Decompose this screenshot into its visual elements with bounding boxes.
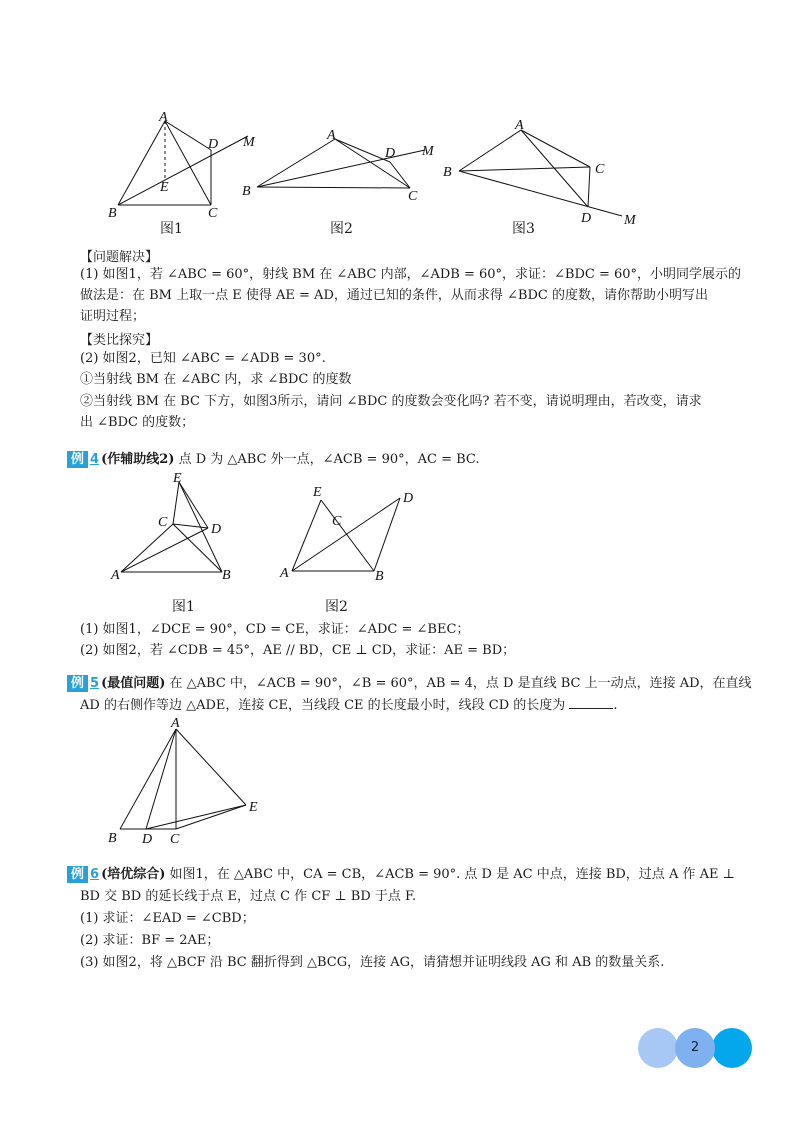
question-1-line-3: 证明过程； [80, 309, 146, 324]
example-6-stem-line-1 [67, 866, 735, 883]
question-2-line-4: 出 ∠BDC 的度数； [80, 415, 195, 430]
point-a-label: A [159, 110, 168, 125]
example-label: 例 [67, 866, 88, 883]
example-4-figure-1 [105, 470, 245, 585]
point-e-label: E [313, 485, 322, 500]
question-2-line-2: ①当射线 BM 在 ∠ABC 内，求 ∠BDC 的度数 [80, 372, 352, 387]
figure-1-caption: 图1 [160, 221, 183, 237]
point-c-label: C [208, 206, 218, 221]
example-4-question-1: (1) 如图1，∠DCE = 90°，CD = CE，求证：∠ADC = ∠BEC； [80, 622, 470, 637]
example-6-question-1: (1) 求证：∠EAD = ∠CBD； [80, 911, 255, 926]
point-d-label: D [142, 832, 153, 847]
example-stem-text: 如图1，在 △ABC 中，CA = CB，∠ACB = 90°. 点 D 是 AC 中点，连接 BD，过点 A 作 AE ⊥ [169, 867, 735, 882]
example-stem-text: 在 △ABC 中，∠ACB = 90°，∠B = 60°，AB = 4，点 D 是直线 BC 上一动点，连接 AD，在直线 [169, 676, 752, 691]
point-b-label: B [108, 831, 117, 846]
question-1-line-2: 做法是：在 BM 上取一点 E 使得 AE = AD，通过已知的条件，从而求得 ∠BDC 的度数，请你帮助小明写出 [80, 288, 708, 303]
point-a-label: A [327, 128, 336, 143]
point-b-label: B [242, 184, 251, 199]
badge-circle-dark [712, 1028, 752, 1068]
point-a-label: A [111, 568, 120, 583]
stem-period: . [613, 698, 618, 713]
page-number-badge [638, 1028, 752, 1068]
figure-2-caption: 图2 [330, 221, 353, 237]
example-5-figure [100, 712, 270, 847]
point-e-label: E [173, 471, 182, 486]
page-number: 2 [690, 1040, 700, 1055]
section-title-analogy: 【类比探究】 [80, 333, 159, 348]
example-stem-text: 点 D 为 △ABC 外一点，∠ACB = 90°，AC = BC. [178, 452, 480, 467]
point-m-label: M [422, 144, 434, 159]
point-d-label: D [208, 137, 219, 152]
example-number: 5 [90, 676, 100, 691]
point-a-label: A [280, 566, 289, 581]
example-6-question-2: (2) 求证：BF = 2AE； [80, 933, 220, 948]
point-m-label: M [624, 213, 636, 228]
section-title-problem-solving: 【问题解决】 [80, 250, 159, 265]
badge-circle-light [638, 1028, 678, 1068]
example-tag: (培优综合) [101, 867, 166, 882]
answer-blank [569, 698, 613, 709]
point-b-label: B [108, 206, 117, 221]
example-tag: (最值问题) [101, 676, 166, 691]
question-2-line-3: ②当射线 BM 在 BC 下方，如图3所示，请问 ∠BDC 的度数会变化吗? 若不变，请说明理由，若改变，请求 [80, 394, 702, 409]
point-d-label: D [385, 146, 396, 161]
example-4-stem [67, 451, 480, 468]
point-e-label: E [160, 180, 169, 195]
example-6-stem-line-2: BD 交 BD 的延长线于点 E，过点 C 作 CF ⊥ BD 于点 F. [80, 889, 417, 904]
figure-3-top [440, 112, 660, 227]
figure-2-top [240, 125, 440, 205]
point-b-label: B [375, 569, 384, 584]
example-4-figure-2 [275, 478, 435, 588]
example-label: 例 [67, 675, 88, 692]
point-c-label: C [408, 189, 418, 204]
point-c-label: C [595, 162, 605, 177]
example-label: 例 [67, 451, 88, 468]
example-4-figure-1-caption: 图1 [172, 599, 195, 615]
example-4-question-2: (2) 如图2，若 ∠CDB = 45°，AE // BD，CE ⊥ CD，求证：AE = BD； [80, 643, 516, 658]
point-b-label: B [222, 568, 231, 583]
example-stem-text: AD 的右侧作等边 △ADE，连接 CE，当线段 CE 的长度最小时，线段 CD 的长度为 [80, 698, 566, 713]
point-m-label: M [243, 135, 255, 150]
question-2-line-1: (2) 如图2，已知 ∠ABC = ∠ADB = 30°. [80, 351, 326, 366]
question-1-line-1: (1) 如图1，若 ∠ABC = 60°，射线 BM 在 ∠ABC 内部，∠ADB = 60°，求证：∠BDC = 60°，小明同学展示的 [80, 267, 742, 282]
point-a-label: A [515, 118, 524, 133]
example-number: 4 [90, 452, 100, 467]
example-4-figure-2-caption: 图2 [325, 599, 348, 615]
example-tag: (作辅助线2) [101, 452, 175, 467]
point-c-label: C [332, 514, 342, 529]
point-c-label: C [170, 832, 180, 847]
example-6-question-3: (3) 如图2，将 △BCF 沿 BC 翻折得到 △BCG，连接 AG，请猜想并证明线段 AG 和 AB 的数量关系. [80, 955, 665, 970]
example-5-stem-line-1 [67, 675, 752, 692]
point-d-label: D [581, 211, 592, 226]
point-c-label: C [158, 515, 168, 530]
example-number: 6 [90, 867, 100, 882]
point-d-label: D [211, 522, 222, 537]
point-a-label: A [171, 716, 180, 731]
point-b-label: B [443, 165, 452, 180]
point-e-label: E [249, 800, 258, 815]
point-d-label: D [403, 491, 414, 506]
figure-3-caption: 图3 [512, 221, 535, 237]
